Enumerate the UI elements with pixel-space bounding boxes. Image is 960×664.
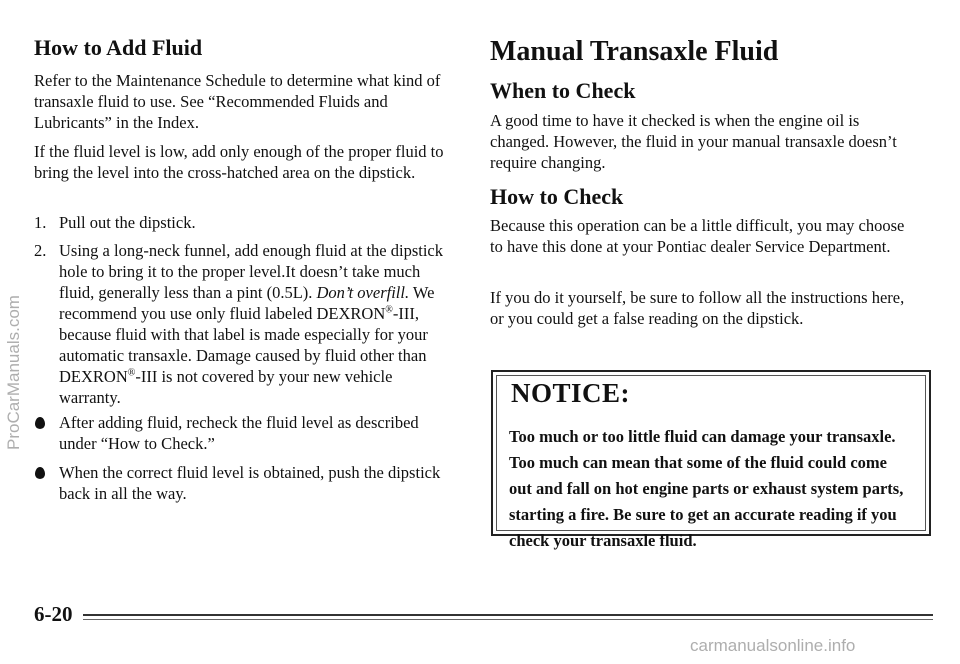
step-text-a: Using a long-neck funnel, add enough fluid at the dipstick hole to bring it to the proper level.It doesn’t take much fluid, generally less than a pint (0.5L). [59,241,443,302]
step-text: Pull out the dipstick. [59,213,196,232]
step-2 [34,240,456,408]
dont-overfill: Don’t overfill. [316,283,410,302]
notice-box [491,370,931,550]
page-number: 6-20 [34,602,73,626]
step-text-c: -III, because fluid with that label is made especially for your automatic transaxle. Damage caused by fluid other than DEXRON [59,304,428,386]
when-to-check-text: A good time to have it checked is when the engine oil is changed. However, the fluid in your manual transaxle doesn’t require changing. [490,111,897,172]
bullet-text: After adding fluid, recheck the fluid level as described under “How to Check.” [59,413,419,453]
manual-transaxle-title: Manual Transaxle Fluid [490,36,779,67]
add-fluid-para-2: If the fluid level is low, add only enough of the proper fluid to bring the level into the cross-hatched area on the dipstick. [34,142,444,182]
bullet-2 [34,462,454,504]
bullet-1 [34,412,454,454]
step-1 [34,212,459,233]
how-to-check-text-1: Because this operation can be a little difficult, you may choose to have this done at your Pontiac dealer Service Department. [490,216,905,256]
registered-mark: ® [385,304,393,316]
bullet-text: When the correct fluid level is obtained, push the dipstick back in all the way. [59,463,441,503]
notice-title: NOTICE: [511,378,631,408]
step-text-b: We recommend you use only fluid labeled DEXRON [59,283,435,323]
footer-rule [83,614,933,616]
bullet-icon [35,417,45,429]
when-to-check-heading: When to Check [490,78,636,103]
side-watermark: ProCarManuals.com [4,295,23,450]
step-number: 2. [34,241,47,260]
add-fluid-para-1: Refer to the Maintenance Schedule to determine what kind of transaxle fluid to use. See “Recommended Fluids and Lubricants” in the Index. [34,71,441,132]
step-text-d: -III is not covered by your new vehicle warranty. [59,367,393,407]
bottom-watermark: carmanualsonline.info [690,636,856,655]
how-to-check-heading: How to Check [490,184,624,209]
add-fluid-heading: How to Add Fluid [34,35,203,60]
step-number: 1. [34,213,47,232]
step-text [59,240,456,408]
footer-rule-thin [83,619,933,620]
how-to-check-text-2: If you do it yourself, be sure to follow all the instructions here, or you could get a false reading on the dipstick. [490,288,905,328]
notice-text: Too much or too little fluid can damage your transaxle. Too much can mean that some of the fluid could come out and fall on hot engine parts or exhaust system parts, starting a fire. Be sure to get an accurate reading if you check your transaxle fluid. [509,427,904,550]
bullet-icon [35,467,45,479]
registered-mark: ® [127,367,136,379]
